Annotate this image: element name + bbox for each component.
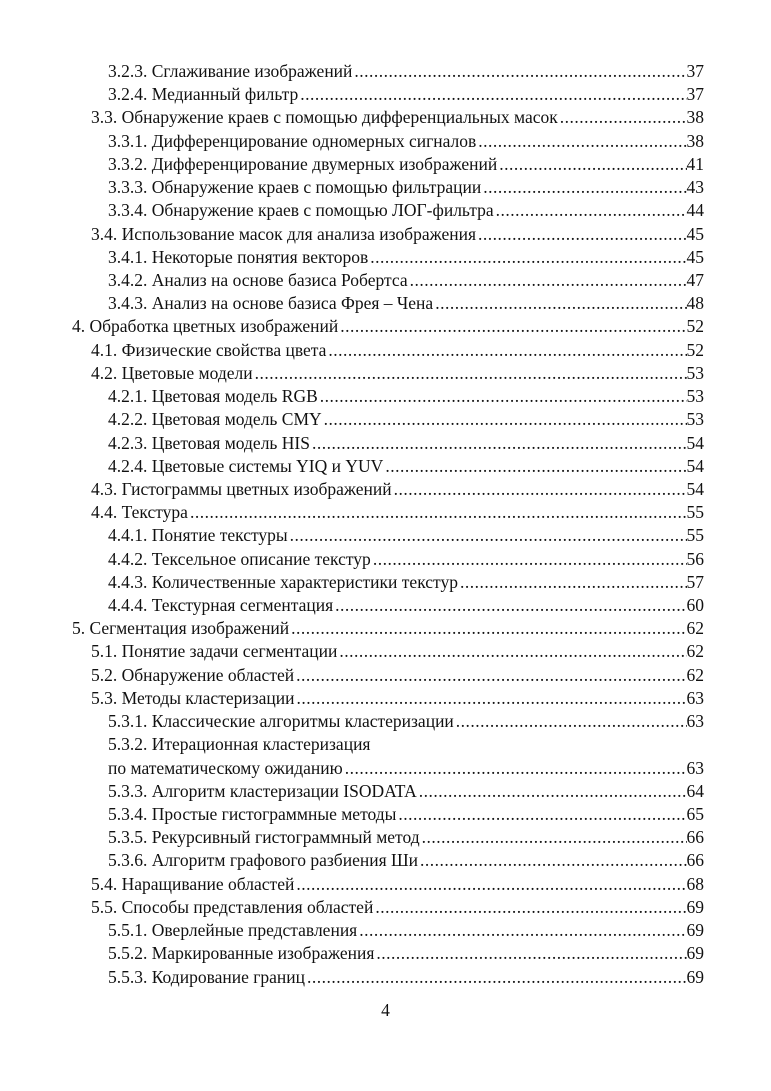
toc-entry-page: 44: [686, 200, 704, 221]
toc-entry-page: 65: [686, 804, 704, 824]
toc-entry[interactable]: [0, 710, 771, 733]
toc-entry-title: 4.2. Цветовые модели: [91, 362, 253, 383]
toc-entry-page: 38: [686, 107, 704, 128]
toc-leader-dots: [335, 594, 686, 617]
toc-entry-title: 5.3.2. Итерационная кластеризация: [108, 734, 371, 755]
toc-entry-title: 3.4.2. Анализ на основе базиса Робертса: [108, 269, 408, 290]
toc-entry[interactable]: [0, 733, 771, 756]
toc-leader-dots: [456, 710, 687, 733]
toc-leader-dots: [359, 919, 686, 942]
toc-entry-page: 62: [686, 641, 704, 662]
toc-entry-title: 4.4. Текстура: [91, 502, 188, 523]
toc-entry-title: 5.4. Наращивание областей: [91, 873, 295, 894]
toc-entry[interactable]: [0, 966, 771, 989]
toc-leader-dots: [483, 176, 686, 199]
toc-entry-page: 54: [686, 432, 704, 453]
toc-entry-page: 62: [686, 618, 704, 639]
toc-leader-dots: [354, 60, 686, 83]
toc-leader-dots: [296, 873, 686, 896]
toc-leader-dots: [420, 849, 686, 872]
toc-entry[interactable]: [0, 153, 771, 176]
toc-entry-page: 55: [686, 525, 704, 546]
toc-entry-page: 69: [686, 966, 704, 987]
toc-entry-page: 66: [686, 827, 704, 848]
toc-entry-title: 4.4.4. Текстурная сегментация: [108, 595, 334, 616]
toc-entry-title: по математическому ожиданию: [108, 757, 343, 778]
toc-entry[interactable]: [0, 83, 771, 106]
toc-entry-page: 45: [686, 246, 704, 267]
toc-leader-dots: [410, 269, 687, 292]
toc-entry-page: 63: [686, 711, 704, 732]
toc-entry[interactable]: [0, 176, 771, 199]
toc-entry-title: 4.2.1. Цветовая модель RGB: [108, 386, 318, 407]
toc-entry-page: 55: [686, 502, 704, 523]
toc-entry-page: 69: [686, 896, 704, 917]
toc-leader-dots: [300, 83, 686, 106]
toc-entry[interactable]: [0, 849, 771, 872]
toc-entry-title: 5.5.1. Оверлейные представления: [108, 920, 358, 941]
toc-entry-title: 4. Обработка цветных изображений: [72, 316, 339, 337]
toc-entry[interactable]: [0, 594, 771, 617]
toc-leader-dots: [560, 106, 687, 129]
toc-entry-title: 4.4.1. Понятие текстуры: [108, 525, 288, 546]
toc-entry-page: 43: [686, 177, 704, 198]
toc-entry-title: 3.4.1. Некоторые понятия векторов: [108, 246, 369, 267]
toc-entry-page: 48: [686, 293, 704, 314]
toc-leader-dots: [460, 571, 687, 594]
toc-entry[interactable]: [0, 942, 771, 965]
toc-leader-dots: [496, 199, 687, 222]
toc-entry-page: 37: [686, 84, 704, 105]
toc-leader-dots: [499, 153, 686, 176]
toc-entry[interactable]: [0, 873, 771, 896]
toc-entry-title: 5.3.4. Простые гистограммные методы: [108, 804, 397, 824]
toc-entry-page: 63: [686, 687, 704, 708]
toc-entry-page: 54: [686, 478, 704, 499]
toc-entry-title: 5.5. Способы представления областей: [91, 896, 374, 917]
toc-entry-title: 5.3.6. Алгоритм графового разбиения Ши: [108, 850, 419, 871]
toc-leader-dots: [296, 664, 686, 687]
toc-entry[interactable]: [0, 803, 771, 826]
toc-entry-page: 69: [686, 943, 704, 964]
toc-entry[interactable]: [0, 60, 771, 83]
toc-entry-title: 3.4. Использование масок для анализа изображения: [91, 223, 476, 244]
toc-entry-title: 5.3.3. Алгоритм кластеризации ISODATA: [108, 780, 417, 801]
toc-entry-page: 52: [686, 316, 704, 337]
toc-entry[interactable]: [0, 339, 771, 362]
toc-leader-dots: [373, 548, 687, 571]
toc-entry[interactable]: [0, 408, 771, 431]
toc-entry[interactable]: [0, 199, 771, 222]
toc-entry-page: 45: [686, 223, 704, 244]
toc-entry[interactable]: [0, 617, 771, 640]
toc-entry-title: 3.3.1. Дифференцирование одномерных сигналов: [108, 130, 477, 151]
toc-entry-title: 4.4.2. Тексельное описание текстур: [108, 548, 371, 569]
toc-entry[interactable]: [0, 524, 771, 547]
toc-entry[interactable]: [0, 919, 771, 942]
toc-entry[interactable]: [0, 548, 771, 571]
toc-leader-dots: [324, 408, 687, 431]
toc-entry-page: 66: [686, 850, 704, 871]
toc-leader-dots: [385, 455, 686, 478]
toc-entry-page: 68: [686, 873, 704, 894]
toc-entry[interactable]: [0, 826, 771, 849]
toc-entry[interactable]: [0, 432, 771, 455]
toc-entry-page: 54: [686, 455, 704, 476]
toc-entry-title: 4.3. Гистограммы цветных изображений: [91, 478, 392, 499]
toc-entry-title: 3.4.3. Анализ на основе базиса Фрея – Чена: [108, 293, 434, 314]
toc-entry[interactable]: [0, 455, 771, 478]
toc-entry-title: 3.3. Обнаружение краев с помощью дифференциальных масок: [91, 107, 558, 128]
toc-entry-title: 3.3.4. Обнаружение краев с помощью ЛОГ-фильтра: [108, 200, 494, 221]
toc-entry-title: 4.4.3. Количественные характеристики текстур: [108, 571, 458, 592]
toc-leader-dots: [422, 826, 687, 849]
toc-entry-title: 5.3.5. Рекурсивный гистограммный метод: [108, 827, 420, 848]
table-of-contents: [0, 60, 771, 989]
toc-entry-title: 3.3.2. Дифференцирование двумерных изображений: [108, 153, 498, 174]
toc-entry[interactable]: [0, 478, 771, 501]
toc-entry-title: 3.3.3. Обнаружение краев с помощью фильтрации: [108, 177, 482, 198]
toc-leader-dots: [394, 478, 687, 501]
toc-entry[interactable]: [0, 687, 771, 710]
toc-entry-title: 4.2.2. Цветовая модель CMY: [108, 409, 322, 430]
toc-entry[interactable]: [0, 757, 771, 780]
toc-leader-dots: [375, 896, 686, 919]
toc-entry-page: 63: [686, 757, 704, 778]
toc-leader-dots: [339, 640, 686, 663]
toc-entry-page: 69: [686, 920, 704, 941]
toc-leader-dots: [290, 524, 687, 547]
toc-leader-dots: [376, 942, 686, 965]
toc-entry-title: 5.3.1. Классические алгоритмы кластеризации: [108, 711, 454, 732]
toc-leader-dots: [435, 292, 686, 315]
toc-entry-page: 56: [686, 548, 704, 569]
toc-entry-title: 5.3. Методы кластеризации: [91, 687, 295, 708]
toc-entry-title: 5.5.3. Кодирование границ: [108, 966, 306, 987]
toc-entry-title: 5.2. Обнаружение областей: [91, 664, 295, 685]
toc-entry[interactable]: [0, 571, 771, 594]
toc-entry[interactable]: [0, 106, 771, 129]
toc-entry[interactable]: [0, 896, 771, 919]
toc-leader-dots: [312, 432, 687, 455]
toc-leader-dots: [478, 223, 687, 246]
toc-leader-dots: [340, 315, 686, 338]
toc-entry-title: 4.1. Физические свойства цвета: [91, 339, 327, 360]
toc-entry[interactable]: [0, 269, 771, 292]
toc-leader-dots: [320, 385, 687, 408]
toc-entry-page: 57: [686, 571, 704, 592]
toc-entry-page: 60: [686, 595, 704, 616]
toc-entry[interactable]: [0, 501, 771, 524]
toc-entry[interactable]: [0, 640, 771, 663]
toc-entry-page: 53: [686, 362, 704, 383]
toc-leader-dots: [307, 966, 686, 989]
toc-entry[interactable]: [0, 246, 771, 269]
toc-entry[interactable]: [0, 780, 771, 803]
toc-entry[interactable]: [0, 315, 771, 338]
toc-entry[interactable]: [0, 223, 771, 246]
toc-entry-page: 37: [686, 61, 704, 81]
toc-entry-page: 52: [686, 339, 704, 360]
toc-leader-dots: [478, 130, 686, 153]
toc-leader-dots: [345, 757, 687, 780]
toc-entry-title: 5.5.2. Маркированные изображения: [108, 943, 375, 964]
toc-entry-title: 3.2.3. Сглаживание изображений: [108, 61, 353, 81]
toc-entry-page: 64: [686, 780, 704, 801]
toc-leader-dots: [255, 362, 687, 385]
toc-leader-dots: [190, 501, 687, 524]
toc-entry-page: 38: [686, 130, 704, 151]
page-number: 4: [381, 1000, 390, 1020]
toc-entry-title: 3.2.4. Медианный фильтр: [108, 84, 299, 105]
toc-entry-page: 47: [686, 269, 704, 290]
toc-entry-page: 62: [686, 664, 704, 685]
toc-entry-page: 41: [686, 153, 704, 174]
toc-entry-title: 5.1. Понятие задачи сегментации: [91, 641, 338, 662]
toc-entry-title: 4.2.3. Цветовая модель HIS: [108, 432, 310, 453]
toc-leader-dots: [398, 803, 686, 826]
toc-entry[interactable]: [0, 292, 771, 315]
toc-leader-dots: [291, 617, 686, 640]
toc-entry-title: 5. Сегментация изображений: [72, 618, 290, 639]
toc-entry[interactable]: [0, 362, 771, 385]
toc-entry[interactable]: [0, 130, 771, 153]
toc-leader-dots: [370, 246, 686, 269]
toc-entry-title: 4.2.4. Цветовые системы YIQ и YUV: [108, 455, 384, 476]
toc-entry-page: 53: [686, 386, 704, 407]
toc-entry[interactable]: [0, 664, 771, 687]
toc-leader-dots: [419, 780, 687, 803]
toc-entry-page: 53: [686, 409, 704, 430]
toc-entry[interactable]: [0, 385, 771, 408]
toc-leader-dots: [328, 339, 686, 362]
toc-leader-dots: [297, 687, 687, 710]
